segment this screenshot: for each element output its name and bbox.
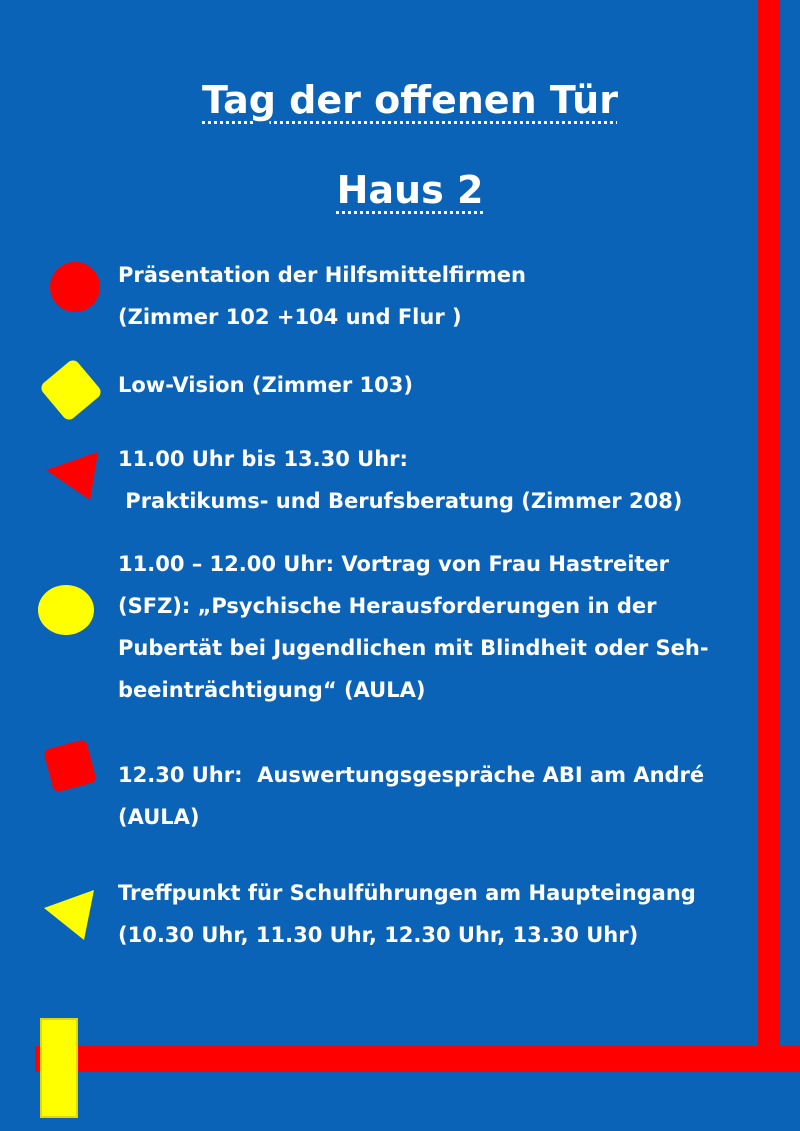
red-horizontal-bar xyxy=(35,1046,800,1072)
yellow-square-icon xyxy=(39,358,104,423)
item-line: beeinträchtigung“ (AULA) xyxy=(118,678,426,702)
page-title: Tag der offenen Tür xyxy=(202,78,618,122)
list-item xyxy=(118,364,413,406)
item-line: (Zimmer 102 +104 und Flur ) xyxy=(118,305,462,329)
red-vertical-bar xyxy=(758,0,780,1060)
red-triangle-icon xyxy=(44,450,100,502)
item-line: (SFZ): „Psychische Herausforderungen in der xyxy=(118,594,657,618)
item-line: Low-Vision (Zimmer 103) xyxy=(118,373,413,397)
item-line: 12.30 Uhr: Auswertungsgespräche ABI am André xyxy=(118,763,705,787)
page-subtitle: Haus 2 xyxy=(336,168,484,212)
red-circle-icon xyxy=(50,262,100,312)
item-line: 11.00 – 12.00 Uhr: Vortrag von Frau Hastreiter xyxy=(118,552,670,576)
item-line: Pubertät bei Jugendlichen mit Blindheit oder Seh- xyxy=(118,636,709,660)
list-item xyxy=(118,438,682,522)
list-item xyxy=(118,254,526,338)
item-line: (10.30 Uhr, 11.30 Uhr, 12.30 Uhr, 13.30 Uhr) xyxy=(118,923,639,947)
list-item xyxy=(118,872,696,956)
item-line: Präsentation der Hilfsmittelfirmen xyxy=(118,263,526,287)
item-line: (AULA) xyxy=(118,805,200,829)
yellow-circle-icon xyxy=(38,585,94,635)
yellow-triangle-icon xyxy=(40,886,98,944)
list-item xyxy=(118,543,709,711)
list-item xyxy=(118,754,704,838)
item-line: 11.00 Uhr bis 13.30 Uhr: xyxy=(118,447,408,471)
yellow-vertical-bar xyxy=(40,1018,78,1118)
item-line: Praktikums- und Berufsberatung (Zimmer 208) xyxy=(118,489,683,513)
item-line: Treffpunkt für Schulführungen am Haupteingang xyxy=(118,881,696,905)
red-square-icon xyxy=(43,739,97,793)
